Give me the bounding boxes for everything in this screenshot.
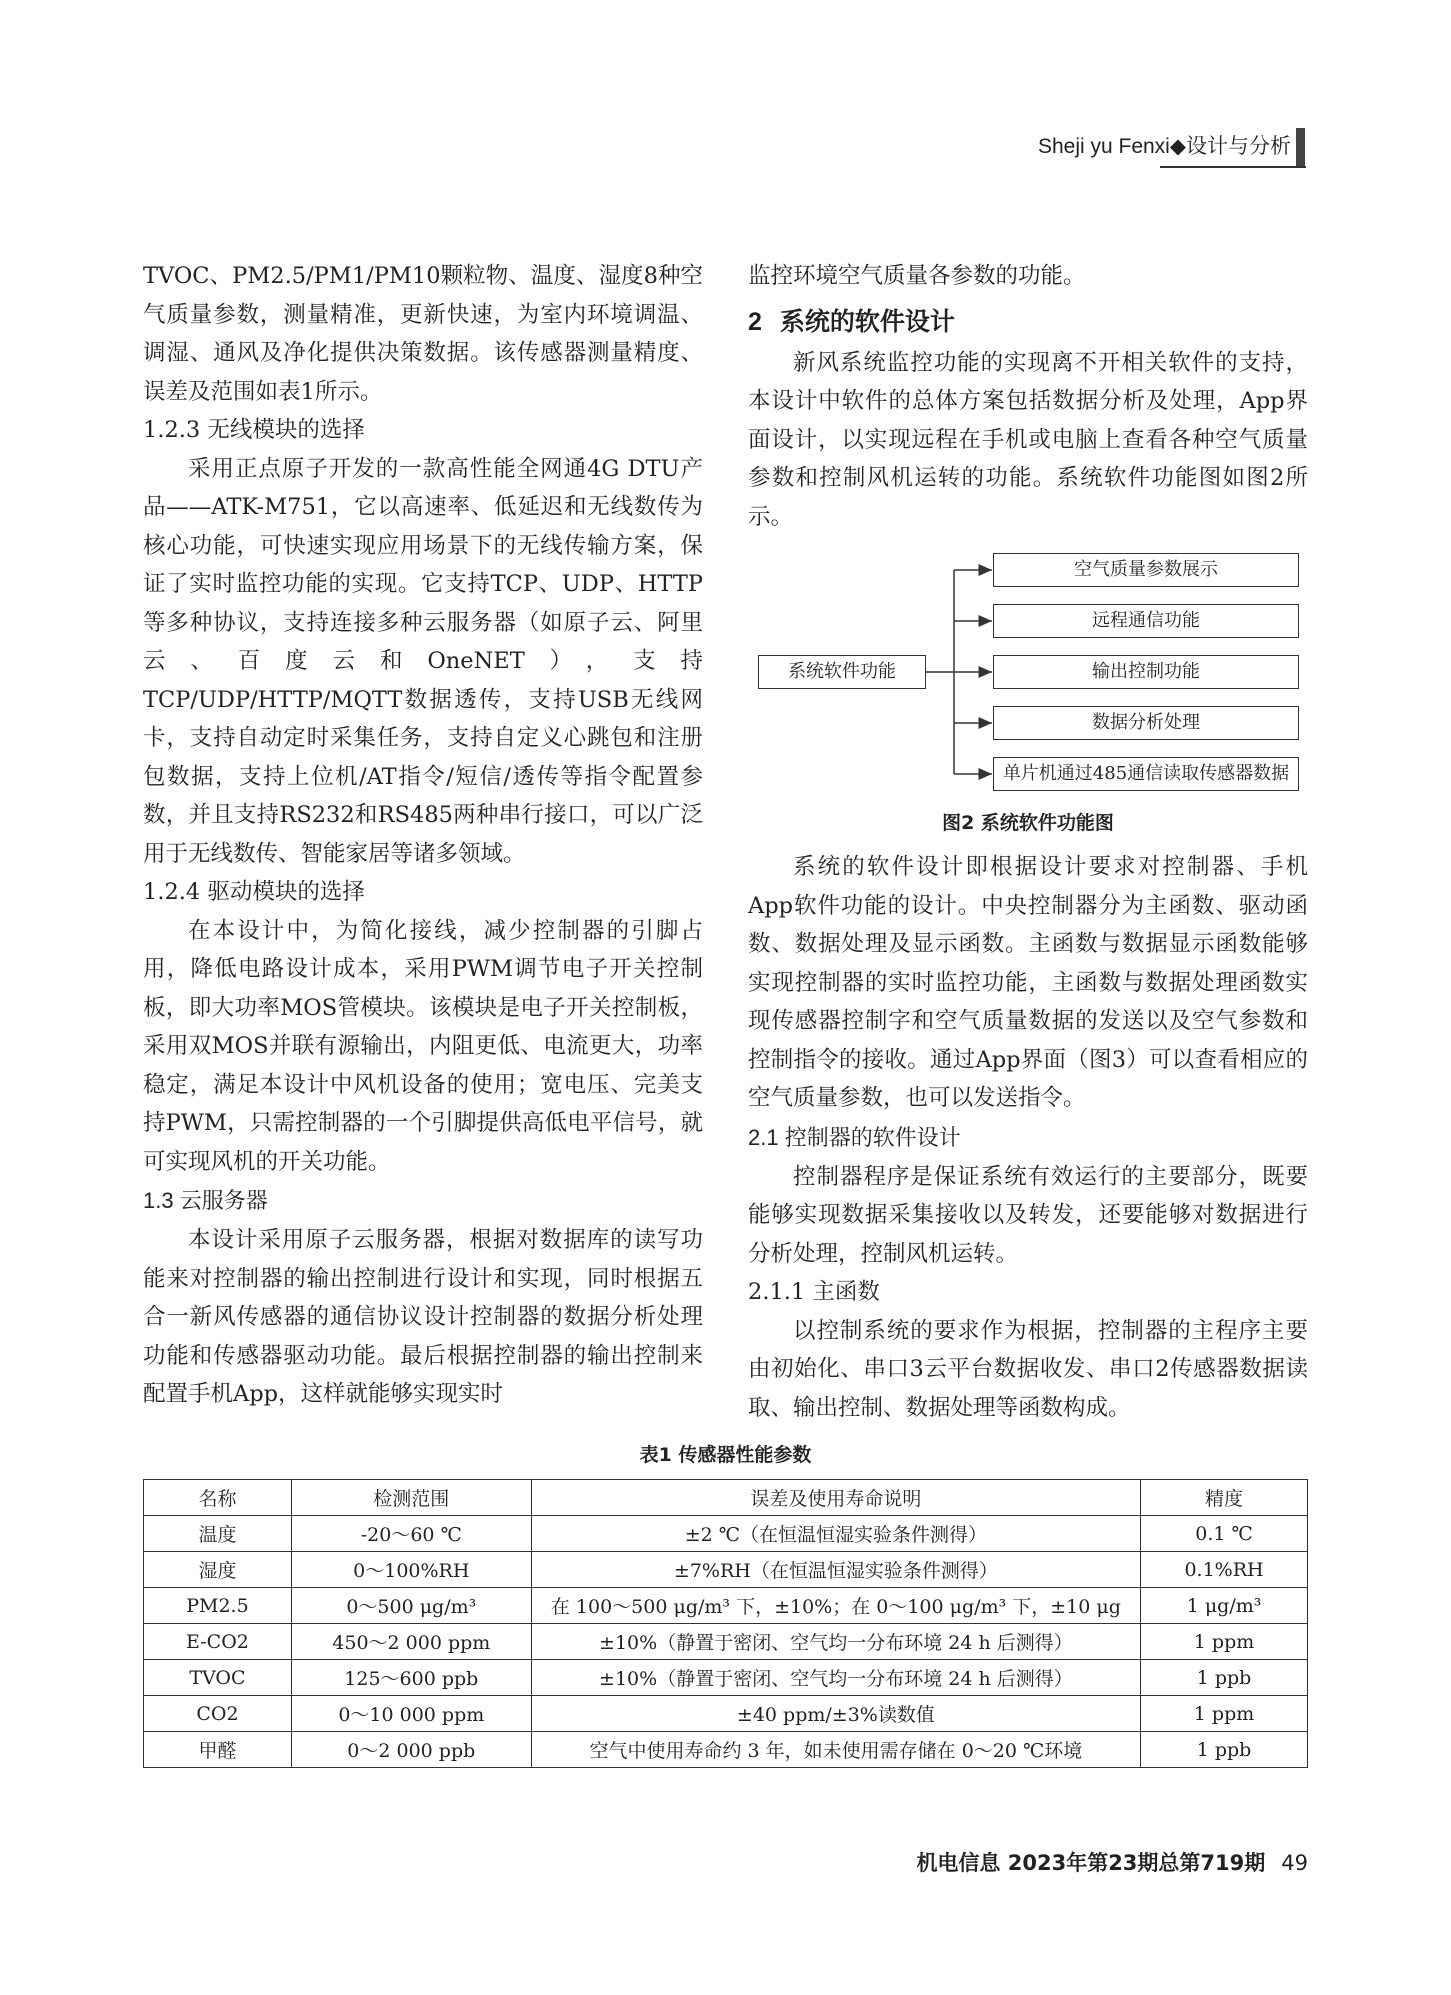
paragraph: 采用正点原子开发的一款高性能全网通4G DTU产品——ATK-M751，它以高速率、低延迟和无线数传为核心功能，可快速实现应用场景下的无线传输方案，保证了实时监控功能的实现。它支持TCP、UDP、HTTP等多种协议，支持连接多种云服务器（如原子云、阿里云、百度云和OneNET），支持TCP/UDP/HTTP/MQTT数据透传，支持USB无线网卡，支持自动定时采集任务，支持自定义心跳包和注册包数据，支持上位机/AT指令/短信/透传等指令配置参数，并且支持RS232和RS485两种串行接口，可以广泛用于无线数传、智能家居等诸多领域。 [143, 455, 703, 867]
table-row [144, 1552, 1308, 1588]
header-underline [1160, 166, 1306, 168]
table-cell: TVOC [144, 1660, 292, 1696]
figure-2 [748, 548, 1308, 798]
paragraph: 监控环境空气质量各参数的功能。 [748, 263, 1086, 289]
paragraph: 新风系统监控功能的实现离不开相关软件的支持，本设计中软件的总体方案包括数据分析及处理，App界面设计，以实现远程在手机或电脑上查看各种空气质量参数和控制风机运转的功能。系统软件功能图如图2所示。 [748, 349, 1308, 530]
branch-box-analysis: 数据分析处理 [993, 706, 1299, 740]
branch-box-485: 单片机通过485通信读取传感器数据 [993, 757, 1299, 791]
table-1-caption: 表1 传感器性能参数 [639, 1444, 812, 1466]
table-cell: ±7%RH（在恒温恒湿实验条件测得） [531, 1552, 1140, 1588]
table-cell: 温度 [144, 1516, 292, 1552]
header-cell: 名称 [144, 1480, 292, 1516]
table-cell: 空气中使用寿命约 3 年，如未使用需存储在 0～20 ℃环境 [531, 1732, 1140, 1768]
section-heading-1-2-4: 1.2.4 驱动模块的选择 [143, 879, 365, 905]
table-cell: 在 100～500 μg/m³ 下，±10%；在 0～100 μg/m³ 下，±10 μg [531, 1588, 1140, 1624]
table-cell: 1 ppb [1141, 1660, 1308, 1696]
section-heading-1-2-3: 1.2.3 无线模块的选择 [143, 417, 365, 443]
paragraph: 系统的软件设计即根据设计要求对控制器、手机App软件功能的设计。中央控制器分为主函数、驱动函数、数据处理及显示函数。主函数与数据显示函数能够实现控制器的实时监控功能，主函数与数据处理函数实现传感器控制字和空气质量数据的发送以及空气参数和控制指令的接收。通过App界面（图3）可以查看相应的空气质量参数，也可以发送指令。 [748, 854, 1308, 1111]
paragraph: 在本设计中，为简化接线，减少控制器的引脚占用，降低电路设计成本，采用PWM调节电子开关控制板，即大功率MOS管模块。该模块是电子开关控制板，采用双MOS并联有源输出，内阻更低、电流更大，功率稳定，满足本设计中风机设备的使用；宽电压、完美支持PWM，只需控制器的一个引脚提供高低电平信号，就可实现风机的开关功能。 [143, 917, 703, 1175]
table-cell: ±40 ppm/±3%读数值 [531, 1696, 1140, 1732]
table-cell: 125～600 ppb [291, 1660, 531, 1696]
table-row [144, 1660, 1308, 1696]
section-heading-1-3: 1.3 云服务器 [143, 1188, 268, 1213]
right-column-bottom [748, 848, 1308, 1427]
header-cell: 检测范围 [291, 1480, 531, 1516]
sensor-performance-table [143, 1479, 1308, 1768]
running-header: Sheji yu Fenxi◆设计与分析 [1037, 135, 1291, 158]
heading-number: 2 [748, 307, 762, 336]
section-heading-2-1-1: 2.1.1 主函数 [748, 1279, 880, 1305]
heading-text: 系统的软件设计 [779, 307, 955, 336]
table-cell: 1 ppb [1141, 1732, 1308, 1768]
branch-box-output: 输出控制功能 [993, 655, 1299, 689]
table-cell: 0～2 000 ppb [291, 1732, 531, 1768]
page-footer [916, 1847, 1308, 1877]
paragraph: 控制器程序是保证系统有效运行的主要部分，既要能够实现数据采集接收以及转发，还要能够对数据进行分析处理，控制风机运转。 [748, 1163, 1308, 1267]
table-cell: ±2 ℃（在恒温恒湿实验条件测得） [531, 1516, 1140, 1552]
table-cell: 450～2 000 ppm [291, 1624, 531, 1660]
header-bar-decoration [1296, 128, 1305, 166]
header-cell: 误差及使用寿命说明 [531, 1480, 1140, 1516]
table-row [144, 1696, 1308, 1732]
table-row [144, 1732, 1308, 1768]
paragraph: 本设计采用原子云服务器，根据对数据库的读写功能来对控制器的输出控制进行设计和实现，同时根据五合一新风传感器的通信协议设计控制器的数据分析处理功能和传感器驱动功能。最后根据控制器的输出控制来配置手机App，这样就能够实现实时 [143, 1227, 703, 1407]
table-cell: 0.1 ℃ [1141, 1516, 1308, 1552]
table-cell: PM2.5 [144, 1588, 292, 1624]
table-cell: 0～100%RH [291, 1552, 531, 1588]
table-cell: ±10%（静置于密闭、空气均一分布环境 24 h 后测得） [531, 1660, 1140, 1696]
section-heading-2-1: 2.1 控制器的软件设计 [748, 1124, 961, 1150]
right-column-top [748, 257, 1308, 536]
paragraph: TVOC、PM2.5/PM1/PM10颗粒物、温度、湿度8种空气质量参数，测量精准，更新快速，为室内环境调温、调湿、通风及净化提供决策数据。该传感器测量精度、误差及范围如表1所示。 [143, 263, 703, 405]
left-column [143, 257, 703, 1414]
table-cell: -20～60 ℃ [291, 1516, 531, 1552]
branch-box-remote: 远程通信功能 [993, 604, 1299, 638]
table-cell: 1 μg/m³ [1141, 1588, 1308, 1624]
paragraph: 以控制系统的要求作为根据，控制器的主程序主要由初始化、串口3云平台数据收发、串口2传感器数据读取、输出控制、数据处理等函数构成。 [748, 1317, 1308, 1421]
table-cell: 0～10 000 ppm [291, 1696, 531, 1732]
table-cell: ±10%（静置于密闭、空气均一分布环境 24 h 后测得） [531, 1624, 1140, 1660]
journal-issue: 机电信息 2023年第23期总第719期 [916, 1851, 1266, 1875]
table-row [144, 1624, 1308, 1660]
root-box: 系统软件功能 [758, 655, 926, 689]
page-number: 49 [1281, 1851, 1308, 1875]
table-cell: 甲醛 [144, 1732, 292, 1768]
table-cell: E-CO2 [144, 1624, 292, 1660]
table-cell: 湿度 [144, 1552, 292, 1588]
header-cell: 精度 [1141, 1480, 1308, 1516]
table-cell: 0.1%RH [1141, 1552, 1308, 1588]
table-row [144, 1588, 1308, 1624]
table-cell: 1 ppm [1141, 1624, 1308, 1660]
table-row [144, 1516, 1308, 1552]
table-header-row [144, 1480, 1308, 1516]
table-cell: 1 ppm [1141, 1696, 1308, 1732]
branch-box-display: 空气质量参数展示 [993, 553, 1299, 587]
table-cell: CO2 [144, 1696, 292, 1732]
table-cell: 0～500 μg/m³ [291, 1588, 531, 1624]
section-heading-2 [748, 300, 1308, 344]
figure-2-caption: 图2 系统软件功能图 [942, 812, 1114, 834]
